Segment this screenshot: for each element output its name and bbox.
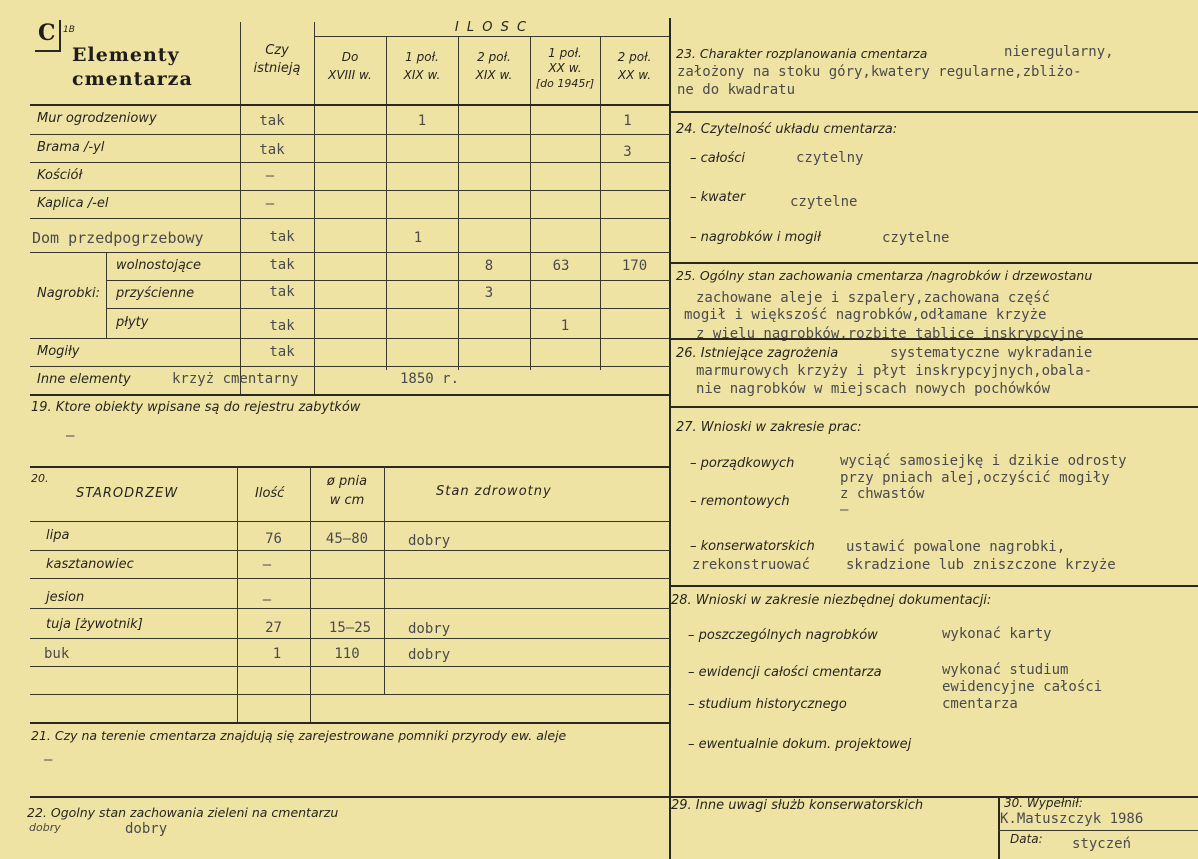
q23-line3: ne do kwadratu — [677, 82, 796, 98]
trees-num: 20. — [31, 472, 49, 485]
tree-name-kasztanowiec: kasztanowiec — [46, 557, 134, 572]
q28-label: 28. Wnioski w zakresie niezbędnej dokumentacji: — [671, 593, 992, 608]
tree-count-lipa: 76 — [265, 531, 282, 547]
divider-27 — [669, 406, 1198, 408]
q27-porz-label: – porządkowych — [690, 456, 795, 471]
ilosc-header: I L O S C — [454, 20, 529, 35]
q26-label: 26. Istniejące zagrożenia — [676, 346, 839, 361]
q21-value: – — [44, 752, 53, 768]
period-header-2: 1 poł. XIX w. — [403, 50, 441, 82]
tree-diam-tuja: 15–25 — [328, 620, 372, 636]
trees-header-state: Stan zdrowotny — [436, 484, 552, 499]
q24-label: 24. Czytelność układu cmentarza: — [676, 122, 898, 137]
q28-ewid1: wykonać studium — [942, 662, 1069, 678]
row-label-kosciol: Kościół — [37, 168, 83, 183]
q23-label: 23. Charakter rozplanowania cmentarza — [676, 46, 928, 61]
title-line2: cmentarza — [72, 68, 193, 90]
tree-diam-buk: 110 — [334, 646, 360, 662]
q30-label: 30. Wypełnił: — [1004, 796, 1083, 810]
q22-value: dobry — [125, 821, 168, 837]
exists-header: Czy istnieją — [253, 43, 301, 76]
q19-value: – — [66, 428, 75, 444]
row-label-plyty: płyty — [116, 315, 149, 330]
q30-date-label: Data: — [1010, 832, 1043, 846]
q24-item2-label: – kwater — [690, 190, 746, 205]
tree-name-lipa: lipa — [46, 528, 70, 543]
title-line1: Elementy — [72, 44, 180, 66]
exists-mogily: tak — [269, 344, 295, 360]
tree-name-tuja: tuja [żywotnik] — [46, 617, 143, 632]
period-header-3: 2 poł. XIX w. — [475, 50, 513, 82]
count-plyty-c4: 1 — [560, 318, 570, 334]
q25-line2: mogił i większość nagrobków,odłamane krzyże — [684, 307, 1047, 323]
nagrobki-label: Nagrobki: — [37, 286, 101, 301]
tree-name-buk: buk — [44, 646, 70, 662]
row-label-mur: Mur ogrodzeniowy — [37, 111, 157, 126]
row-label-inne: Inne elementy — [37, 372, 131, 387]
q22-label: 22. Ogolny stan zachowania zieleni na cmentarzu — [27, 805, 339, 820]
tree-count-jesion: – — [262, 592, 272, 608]
exists-kosciol: – — [265, 168, 275, 184]
q27-rem-value: – — [840, 502, 849, 518]
divider-25 — [669, 262, 1198, 264]
count-dom-c2: 1 — [413, 230, 423, 246]
q27-label: 27. Wnioski w zakresie prac: — [676, 420, 862, 435]
section-letter: C — [38, 20, 56, 46]
divider-24 — [669, 111, 1198, 113]
q28-pos-label: – poszczególnych nagrobków — [688, 628, 878, 643]
q27-porz3: z chwastów — [840, 486, 925, 502]
divider-30 — [998, 796, 1000, 859]
inne-value: krzyż cmentarny — [172, 371, 299, 387]
tree-count-tuja: 27 — [265, 620, 282, 636]
divider-26 — [669, 338, 1198, 340]
count-mur-c2: 1 — [417, 113, 427, 129]
trees-header-count: Ilość — [255, 486, 285, 501]
count-wolno-c5: 170 — [621, 258, 648, 274]
q26-line3: nie nagrobków w miejscach nowych pochówków — [696, 381, 1051, 397]
trees-header-diam: ø pnia w cm — [326, 474, 368, 508]
q21-label: 21. Czy na terenie cmentarza znajdują się zarejestrowane pomniki przyrody ew. aleje — [31, 728, 567, 743]
count-mur-c5: 1 — [623, 113, 632, 129]
q28-stud-value: cmentarza — [942, 696, 1018, 712]
q25-line3: z wielu nagrobków,rozbite tablice inskrypcyjne — [696, 326, 1084, 342]
count-brama-c5: 3 — [623, 144, 632, 160]
q24-item2-value: czytelne — [790, 194, 858, 210]
q28-ewid2: ewidencyjne całości — [942, 679, 1103, 695]
tree-count-buk: 1 — [272, 646, 282, 662]
exists-plyty: tak — [269, 318, 295, 334]
row-label-mogily: Mogiły — [37, 344, 80, 359]
q30-underline — [998, 830, 1198, 831]
q24-item3-label: – nagrobków i mogił — [690, 230, 821, 245]
exists-mur: tak — [259, 113, 285, 129]
tree-state-buk: dobry — [408, 647, 451, 663]
period-header-5: 2 poł. XX w. — [617, 50, 652, 82]
count-wolno-c4: 63 — [552, 258, 570, 274]
q27-kons2-prefix: zrekonstruować — [692, 557, 811, 573]
q30-value: K.Matuszczyk 1986 — [1000, 811, 1144, 827]
count-wolno-c3: 8 — [484, 258, 494, 274]
exists-kaplica: – — [265, 196, 275, 212]
period-header-4: 1 poł. XX w. [do 1945r] — [535, 46, 595, 90]
trees-header-name: STARODRZEW — [76, 486, 179, 501]
q27-kons2: skradzione lub zniszczone krzyże — [846, 557, 1116, 573]
q30-date-value: styczeń — [1072, 836, 1132, 852]
tree-diam-lipa: 45–80 — [325, 531, 369, 547]
tree-state-tuja: dobry — [408, 621, 451, 637]
q24-item1-value: czytelny — [796, 150, 864, 166]
q28-proj-label: – ewentualnie dokum. projektowej — [688, 737, 912, 752]
q23-line1: nieregularny, — [1004, 44, 1114, 60]
q27-porz2: przy pniach alej,oczyścić mogiły — [840, 470, 1110, 486]
exists-dom: tak — [269, 229, 295, 245]
count-przysc-c3: 3 — [484, 285, 494, 301]
q28-pos-value: wykonać karty — [942, 626, 1052, 642]
row-label-dom: Dom przedpogrzebowy — [32, 229, 204, 247]
divider-22 — [30, 796, 670, 798]
section-index: 1B — [63, 25, 75, 35]
q27-kons-label: – konserwatorskich — [690, 539, 815, 554]
q27-rem-label: – remontowych — [690, 494, 790, 509]
tree-name-jesion: jesion — [46, 590, 85, 605]
row-label-brama: Brama /-yl — [37, 140, 105, 155]
row-label-wolnostojace: wolnostojące — [116, 258, 201, 273]
exists-brama: tak — [259, 142, 285, 158]
q27-porz1: wyciąć samosiejkę i dzikie odrosty — [840, 453, 1127, 469]
tree-count-kasztanowiec: – — [262, 557, 272, 573]
q28-stud-label: – studium historycznego — [688, 697, 847, 712]
divider-28 — [669, 585, 1198, 587]
row-label-przyscienne: przyścienne — [116, 286, 195, 301]
row-label-kaplica: Kaplica /-el — [37, 196, 109, 211]
q25-line1: zachowane aleje i szpalery,zachowana część — [696, 290, 1051, 306]
exists-wolnostojace: tak — [269, 257, 295, 273]
q26-line1: systematyczne wykradanie — [890, 345, 1093, 361]
q26-line2: marmurowych krzyży i płyt inskrypcyjnych,obala- — [696, 363, 1093, 379]
inne-year: 1850 r. — [400, 371, 460, 387]
q27-kons1: ustawić powalone nagrobki, — [846, 539, 1066, 555]
q22-prefix: dobry — [29, 821, 61, 834]
q23-line2: założony na stoku góry,kwatery regularne,zbliżo- — [677, 64, 1082, 80]
q28-ewid-label: – ewidencji całości cmentarza — [688, 665, 882, 680]
exists-przyscienne: tak — [269, 284, 295, 300]
q25-label: 25. Ogólny stan zachowania cmentarza /nagrobków i drzewostanu — [676, 268, 1093, 283]
q24-item1-label: – całości — [690, 151, 745, 166]
q19-label: 19. Ktore obiekty wpisane są do rejestru zabytków — [31, 400, 361, 415]
period-header-1: Do XVIII w. — [328, 50, 372, 82]
q24-item3-value: czytelne — [882, 230, 950, 246]
q29-label: 29. Inne uwagi służb konserwatorskich — [671, 798, 924, 813]
tree-state-lipa: dobry — [408, 533, 451, 549]
